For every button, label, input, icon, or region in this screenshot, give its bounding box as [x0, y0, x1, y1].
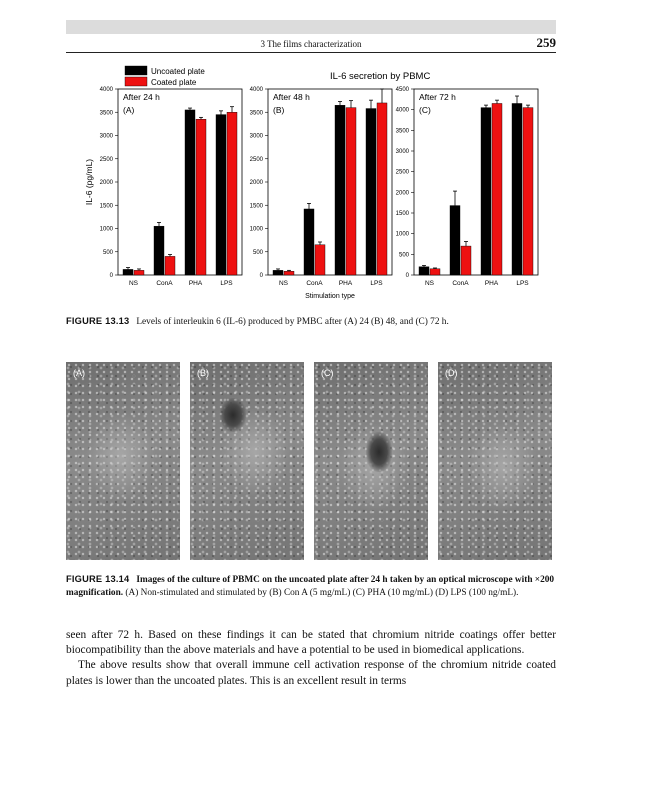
- y-tick-label: 2500: [99, 156, 113, 163]
- image-label: (A): [73, 368, 85, 378]
- bar: [346, 108, 356, 275]
- cell-cluster: [220, 398, 246, 432]
- figure-13-14-text: (A) Non-stimulated and stimulated by (B) Con A (5 mg/mL) (C) PHA (10 mg/mL) (D) LPS (100 ng/mL).: [125, 587, 519, 598]
- bar: [450, 206, 460, 275]
- x-tick-label: ConA: [306, 280, 323, 287]
- figure-13-14-caption: [66, 573, 556, 599]
- y-tick-label: 1500: [395, 211, 409, 217]
- bar: [273, 270, 283, 275]
- bar: [377, 103, 387, 275]
- y-tick-label: 1500: [99, 203, 113, 210]
- legend-swatch: [125, 66, 147, 75]
- panel-title: After 72 h: [419, 92, 456, 102]
- y-tick-label: 2000: [395, 190, 409, 197]
- y-tick-label: 3500: [99, 110, 113, 117]
- bar: [523, 108, 533, 275]
- y-tick-label: 500: [398, 252, 409, 259]
- bar: [216, 115, 226, 275]
- bar: [315, 245, 325, 275]
- figure-13-14-bold-text: Images of the culture of PBMC on the uncoated plate after 24 h taken by an optical microscope with ×200 magnification.: [66, 575, 555, 598]
- figure-13-13-label: FIGURE 13.13: [66, 316, 130, 326]
- y-tick-label: 2000: [99, 180, 113, 186]
- y-tick-label: 3000: [395, 149, 409, 155]
- bar: [123, 269, 133, 275]
- panel-title: After 24 h: [123, 92, 160, 102]
- y-tick-label: 4500: [395, 87, 409, 93]
- x-tick-label: NS: [424, 280, 435, 287]
- y-tick-label: 0: [259, 273, 263, 279]
- bar: [366, 109, 376, 275]
- light-area: [86, 412, 156, 502]
- bar: [461, 246, 471, 275]
- x-tick-label: PHA: [188, 280, 203, 287]
- cell-cluster: [366, 432, 392, 472]
- figure-13-13-caption: [66, 316, 556, 327]
- microscope-image-a: [66, 362, 180, 560]
- microscope-image-b: [190, 362, 304, 560]
- bar: [185, 110, 195, 275]
- body-text: [66, 628, 556, 689]
- figure-13-13-text: Levels of interleukin 6 (IL-6) produced by PMBC after (A) 24 (B) 48, and (C) 72 h.: [136, 317, 449, 327]
- legend-swatch: [125, 77, 147, 86]
- bar: [335, 105, 345, 275]
- y-tick-label: 0: [405, 273, 409, 279]
- y-tick-label: 4000: [249, 87, 263, 93]
- bar: [481, 108, 491, 275]
- bar: [492, 103, 502, 275]
- y-tick-label: 1000: [249, 226, 263, 233]
- y-tick-label: 3000: [249, 133, 263, 140]
- x-tick-label: PHA: [338, 280, 353, 287]
- legend-label: Coated plate: [151, 78, 197, 87]
- x-tick-label: ConA: [452, 280, 469, 287]
- microscope-image-c: [314, 362, 428, 560]
- panel-label: (B): [273, 105, 285, 115]
- y-tick-label: 1500: [249, 203, 263, 210]
- bar: [284, 271, 294, 275]
- y-tick-label: 1000: [395, 231, 409, 238]
- running-title: 3 The films characterization: [260, 39, 362, 49]
- bar: [304, 209, 314, 275]
- chart-title: IL-6 secretion by PBMC: [330, 71, 431, 82]
- y-tick-label: 3500: [249, 110, 263, 117]
- light-area: [468, 422, 538, 512]
- x-tick-label: LPS: [516, 280, 529, 287]
- x-tick-label: LPS: [370, 280, 383, 287]
- image-label: (C): [321, 368, 334, 378]
- legend-label: Uncoated plate: [151, 67, 205, 76]
- il6-bar-chart: [0, 0, 647, 310]
- y-tick-label: 2000: [249, 180, 263, 186]
- y-axis-label: IL-6 (pg/mL): [84, 158, 94, 206]
- y-tick-label: 3500: [395, 128, 409, 135]
- x-tick-label: LPS: [220, 280, 233, 287]
- y-tick-label: 500: [102, 249, 113, 256]
- x-tick-label: PHA: [484, 280, 499, 287]
- y-tick-label: 500: [252, 249, 263, 256]
- y-tick-label: 4000: [395, 107, 409, 114]
- bar: [430, 269, 440, 275]
- bar: [196, 119, 206, 275]
- y-tick-label: 1000: [99, 226, 113, 233]
- y-tick-label: 2500: [249, 156, 263, 163]
- bar: [512, 103, 522, 275]
- body-paragraph-1: seen after 72 h. Based on these findings it can be stated that chromium nitride coatings offer better biocompatibility than the above materials and have a potential to be used in biomedical applications.: [66, 629, 556, 657]
- microscope-image-d: [438, 362, 552, 560]
- bar: [227, 112, 237, 275]
- y-tick-label: 4000: [99, 87, 113, 93]
- bar: [165, 256, 175, 275]
- figure-13-14-label: FIGURE 13.14: [66, 574, 130, 584]
- bar: [134, 270, 144, 275]
- image-label: (D): [445, 368, 458, 378]
- x-tick-label: NS: [278, 280, 289, 287]
- panel-label: (A): [123, 105, 135, 115]
- panel-label: (C): [419, 105, 431, 115]
- y-tick-label: 3000: [99, 133, 113, 140]
- bar: [419, 267, 429, 275]
- x-axis-label: Stimulation type: [305, 293, 355, 300]
- bar: [154, 226, 164, 275]
- page-number: 259: [536, 35, 556, 50]
- image-label: (B): [197, 368, 209, 378]
- x-tick-label: ConA: [156, 280, 173, 287]
- body-paragraph-2: The above results show that overall immune cell activation response of the chromium nitride coated plates is lower than the uncoated plates. This is an excellent result in terms: [66, 659, 556, 687]
- y-tick-label: 0: [109, 273, 113, 279]
- x-tick-label: NS: [128, 280, 139, 287]
- panel-title: After 48 h: [273, 92, 310, 102]
- y-tick-label: 2500: [395, 169, 409, 176]
- microscope-image-strip: [66, 362, 556, 560]
